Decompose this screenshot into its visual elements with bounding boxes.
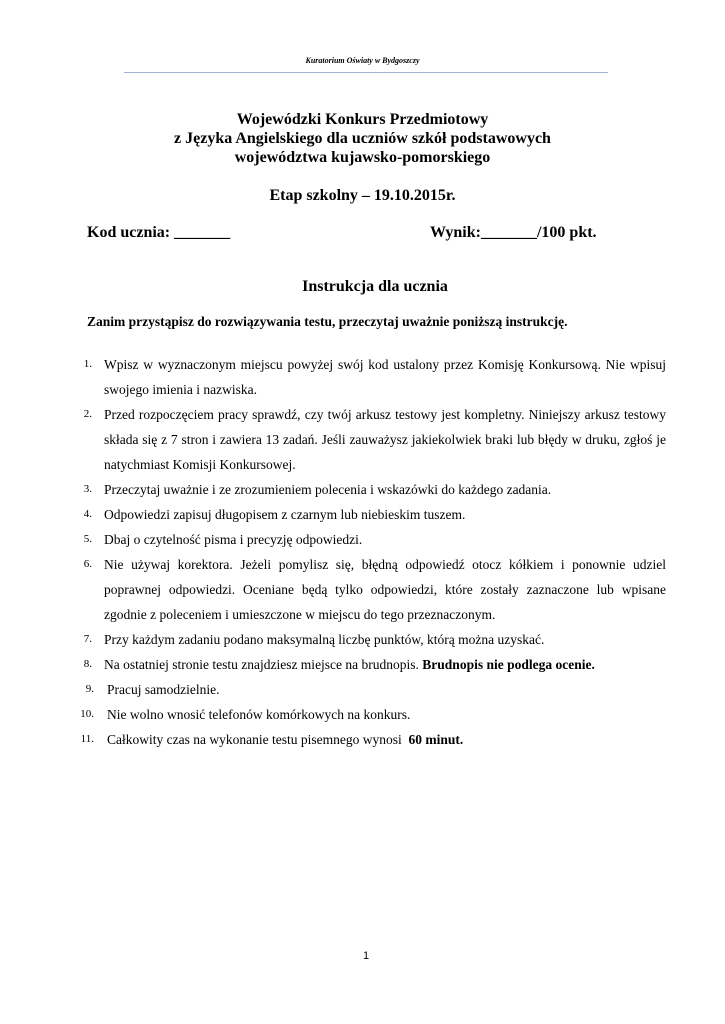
item-number: 6. <box>83 558 92 570</box>
item-text: Wpisz w wyznaczonym miejscu powyżej swój kod ustalony przez Komisję Konkursową. Nie wpisuj swojego imienia i nazwiska. <box>104 357 666 397</box>
item-text: Przeczytaj uważnie i ze zrozumieniem polecenia i wskazówki do każdego zadania. <box>104 482 552 497</box>
title-line-2: z Języka Angielskiego dla uczniów szkół podstawowych <box>174 130 551 147</box>
title-line-3: województwa kujawsko-pomorskiego <box>234 149 491 166</box>
list-item <box>0 477 725 502</box>
item-text: Nie wolno wnosić telefonów komórkowych na konkurs. <box>107 707 411 722</box>
item-text-bold: Brudnopis nie podlega ocenie. <box>422 657 595 672</box>
list-item <box>0 552 725 627</box>
list-item <box>0 727 725 752</box>
list-item <box>0 502 725 527</box>
item-text <box>104 652 666 677</box>
page-header: Kuratorium Oświaty w Bydgoszczy <box>305 56 420 65</box>
item-number: 1. <box>83 358 92 370</box>
exam-stage: Etap szkolny – 19.10.2015r. <box>269 187 456 204</box>
title-line-1: Wojewódzki Konkurs Przedmiotowy <box>236 111 489 128</box>
item-text: Przed rozpoczęciem pracy sprawdź, czy twój arkusz testowy jest kompletny. Niniejszy arkusz testowy składa się z 7 stron i zawiera 13 zadań. Jeśli zauważysz jakiekolwiek braki lub błędy w druku, zgłoś je natychmiast Komisji Konkursowej. <box>104 407 666 472</box>
list-item <box>0 527 725 552</box>
item-text <box>107 727 669 752</box>
list-item <box>0 402 725 477</box>
item-text: Przy każdym zadaniu podano maksymalną liczbę punktów, którą można uzyskać. <box>104 632 545 647</box>
item-number: 10. <box>80 708 94 720</box>
list-item <box>0 677 725 702</box>
item-number: 11. <box>80 733 94 745</box>
list-item <box>0 652 725 677</box>
score-field: Wynik:_______/100 pkt. <box>430 224 597 241</box>
page-number: 1 <box>362 950 370 962</box>
instructions-title: Instrukcja dla ucznia <box>302 278 448 295</box>
item-text: Pracuj samodzielnie. <box>107 682 220 697</box>
item-number: 5. <box>83 533 92 545</box>
item-number: 8. <box>83 658 92 670</box>
instructions-intro: Zanim przystąpisz do rozwiązywania testu, przeczytaj uważnie poniższą instrukcję. <box>87 314 568 329</box>
item-text: Odpowiedzi zapisuj długopisem z czarnym lub niebieskim tuszem. <box>104 507 466 522</box>
item-number: 9. <box>85 683 94 695</box>
item-number: 2. <box>83 408 92 420</box>
item-text-regular: Na ostatniej stronie testu znajdziesz miejsce na brudnopis. <box>104 657 419 672</box>
item-text: Dbaj o czytelność pisma i precyzję odpowiedzi. <box>104 532 363 547</box>
header-divider <box>124 72 608 73</box>
student-code-field: Kod ucznia: _______ <box>87 224 231 241</box>
item-number: 3. <box>83 483 92 495</box>
document-title <box>0 110 725 167</box>
item-number: 7. <box>83 633 92 645</box>
list-item <box>0 352 725 402</box>
item-text-regular: Całkowity czas na wykonanie testu pisemnego wynosi <box>107 732 402 747</box>
instructions-list <box>0 352 725 752</box>
item-text-bold: 60 minut. <box>408 732 464 747</box>
item-text: Nie używaj korektora. Jeżeli pomylisz się, błędną odpowiedź otocz kółkiem i ponownie udziel poprawnej odpowiedzi. Oceniane będą tylko odpowiedzi, które zostały zaznaczone lub wpisane zgodnie z poleceniem i umieszczone w miejscu do tego przeznaczonym. <box>104 557 666 622</box>
item-number: 4. <box>83 508 92 520</box>
list-item <box>0 702 725 727</box>
list-item <box>0 627 725 652</box>
